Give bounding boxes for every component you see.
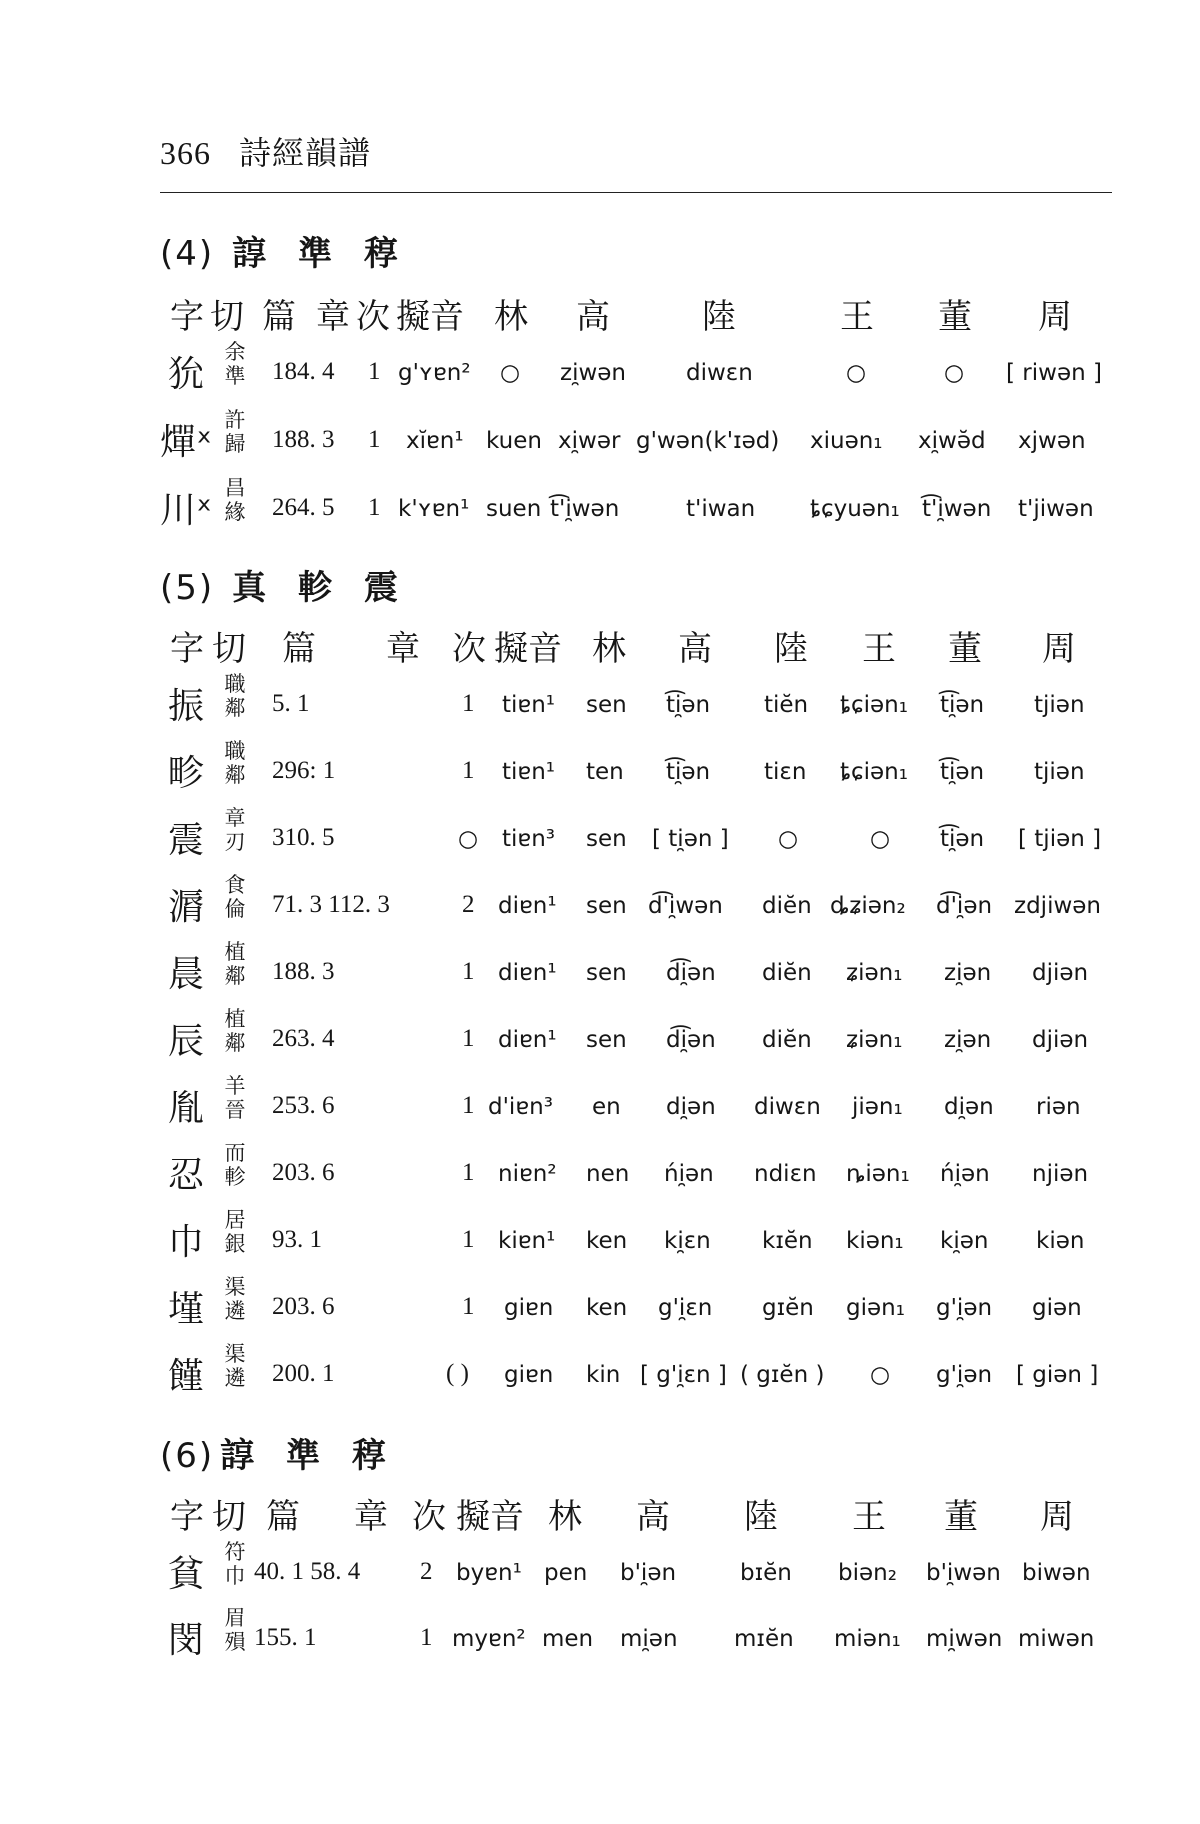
- section-title: [160, 226, 408, 275]
- cell-reconstruction: diɐn¹: [498, 1027, 557, 1053]
- table-row: [0, 1275, 1200, 1343]
- cell-char: 川ˣ: [160, 490, 212, 531]
- cell-pian: 188. 3: [272, 958, 335, 985]
- header-rule: [160, 192, 1112, 193]
- col-header-zhang: 章: [354, 1497, 388, 1537]
- cell-gao: zi̯wən: [560, 360, 627, 386]
- cell-gao: d͡i̯ən: [666, 1027, 716, 1053]
- cell-lu: ( gɪĕn ): [740, 1362, 825, 1388]
- cell-char: 饉: [168, 1356, 205, 1397]
- cell-fanqie: 而軫: [224, 1141, 246, 1189]
- cell-zhou: giən: [1032, 1295, 1082, 1321]
- cell-dong: zi̯ən: [944, 1027, 992, 1053]
- col-header-wang: 王: [840, 297, 874, 337]
- table-row: [0, 340, 1200, 408]
- cell-reconstruction: tiɐn¹: [502, 692, 556, 718]
- table-row: [0, 1342, 1200, 1410]
- cell-dong: mi̯wən: [926, 1626, 1003, 1652]
- cell-lu: diwɛn: [754, 1094, 821, 1120]
- cell-pian: 184. 4: [272, 358, 335, 385]
- cell-zhou: miwən: [1018, 1626, 1095, 1652]
- cell-fanqie: 渠遴: [224, 1275, 246, 1323]
- cell-lin: sen: [586, 692, 627, 718]
- cell-lin: nen: [586, 1161, 630, 1187]
- cell-reconstruction: tiɐn³: [502, 826, 556, 852]
- cell-dong: g'i̯ən: [936, 1295, 993, 1321]
- cell-lin: pen: [544, 1560, 588, 1586]
- cell-gao: g'i̯ɛn: [658, 1295, 713, 1321]
- cell-gao: t͡'i̯wən: [550, 496, 620, 522]
- cell-fanqie: 渠遴: [224, 1342, 246, 1390]
- cell-fanqie: 羊晉: [224, 1074, 246, 1122]
- cell-zhou: riən: [1036, 1094, 1081, 1120]
- col-header-dong: 董: [944, 1497, 978, 1537]
- cell-wang: ʑiən₁: [846, 1027, 903, 1053]
- cell-pian: 264. 5: [272, 494, 335, 521]
- cell-wang: ȡʑiən₂: [830, 893, 906, 919]
- cell-pian: 203. 6: [272, 1159, 335, 1186]
- cell-lin: men: [542, 1626, 594, 1652]
- cell-dong: d͡'i̯ən: [936, 893, 993, 919]
- col-header-fanqie: 切: [210, 297, 244, 337]
- cell-zhang: 1: [462, 690, 475, 717]
- cell-gao: d͡'i̯wən: [648, 893, 723, 919]
- section-number: (5): [160, 568, 215, 608]
- col-header-dong: 董: [948, 629, 982, 669]
- cell-lu: diĕn: [762, 1027, 812, 1053]
- cell-lin: ken: [586, 1295, 628, 1321]
- cell-lu: bɪĕn: [740, 1560, 792, 1586]
- cell-zhang: 1: [462, 757, 475, 784]
- col-header-zhou: 周: [1038, 297, 1072, 337]
- cell-dong: xi̯wə̆d: [918, 428, 986, 454]
- cell-char: 震: [168, 820, 205, 861]
- cell-reconstruction: g'ʏɐn²: [398, 360, 471, 386]
- cell-zhou: tjiən: [1034, 692, 1085, 718]
- cell-char: 漘: [168, 887, 205, 928]
- cell-char: 燀ˣ: [160, 422, 212, 463]
- table-row: [0, 1540, 1200, 1608]
- cell-lu: diĕn: [762, 960, 812, 986]
- cell-zhang: 1: [462, 1092, 475, 1119]
- cell-zhou: [ riwən ]: [1006, 360, 1102, 386]
- cell-reconstruction: byɐn¹: [456, 1560, 522, 1586]
- table-row: [0, 940, 1200, 1008]
- col-header-fanqie: 切: [212, 629, 246, 669]
- cell-dong: b'i̯wən: [926, 1560, 1001, 1586]
- cell-gao: ńi̯ən: [664, 1161, 714, 1187]
- cell-dong: t͡i̯ən: [940, 759, 985, 785]
- cell-zhang: 1: [420, 1624, 433, 1651]
- cell-lin: ○: [500, 360, 521, 386]
- cell-char: 忍: [168, 1155, 205, 1196]
- col-header-wang: 王: [852, 1497, 886, 1537]
- cell-pian: 188. 3: [272, 426, 335, 453]
- cell-char: 胤: [168, 1088, 205, 1129]
- table-row: [0, 739, 1200, 807]
- cell-wang: ○: [846, 360, 867, 386]
- cell-gao: mi̯ən: [620, 1626, 678, 1652]
- cell-reconstruction: d'iɐn³: [488, 1094, 553, 1120]
- cell-zhou: t'jiwən: [1018, 496, 1094, 522]
- cell-lin: en: [592, 1094, 621, 1120]
- cell-char: 振: [168, 686, 205, 727]
- cell-gao: t͡i̯ən: [666, 759, 711, 785]
- cell-char: 狁: [168, 354, 205, 395]
- cell-char: 晨: [168, 954, 205, 995]
- col-header-lin: 林: [592, 629, 626, 669]
- section-title: [160, 1428, 396, 1477]
- cell-wang: ʑiən₁: [846, 960, 903, 986]
- cell-pian: 40. 1 58. 4: [254, 1558, 361, 1585]
- cell-dong: ○: [944, 360, 965, 386]
- cell-lu: tiĕn: [764, 692, 809, 718]
- cell-zhang: 2: [420, 1558, 433, 1585]
- cell-char: 墐: [168, 1289, 205, 1330]
- col-header-lu: 陸: [774, 629, 808, 669]
- col-header-pian: 篇: [282, 629, 316, 669]
- cell-fanqie: 昌緣: [224, 476, 246, 524]
- table-row: [0, 1141, 1200, 1209]
- cell-lin: ken: [586, 1228, 628, 1254]
- cell-lin: sen: [586, 826, 627, 852]
- cell-reconstruction: diɐn¹: [498, 960, 557, 986]
- cell-fanqie: 植鄰: [224, 940, 246, 988]
- section-rhyme-names: 諄 準 稕: [220, 1436, 396, 1476]
- cell-gao: b'i̯ən: [620, 1560, 677, 1586]
- cell-wang: ○: [870, 1362, 891, 1388]
- col-header-zhang: 章: [386, 629, 420, 669]
- cell-char: 貧: [168, 1554, 205, 1595]
- cell-fanqie: 章刃: [224, 806, 246, 854]
- cell-zhou: djiən: [1032, 960, 1089, 986]
- table-row: [0, 672, 1200, 740]
- col-header-lin: 林: [548, 1497, 582, 1537]
- cell-zhang: 1: [462, 1025, 475, 1052]
- cell-wang: jiən₁: [852, 1094, 903, 1120]
- col-header-pian: 篇: [266, 1497, 300, 1537]
- cell-zhang: 1: [368, 358, 381, 385]
- cell-dong: t͡i̯ən: [940, 692, 985, 718]
- cell-wang: ȶɕiən₁: [840, 759, 908, 785]
- table-row: [0, 408, 1200, 476]
- col-header-reconstruction: 擬音: [396, 297, 464, 337]
- cell-reconstruction: tiɐn¹: [502, 759, 556, 785]
- table-row: [0, 1074, 1200, 1142]
- cell-lin: ten: [586, 759, 624, 785]
- cell-zhou: kiən: [1036, 1228, 1085, 1254]
- table-row: [0, 1007, 1200, 1075]
- cell-pian: 253. 6: [272, 1092, 335, 1119]
- col-header-char: 字: [170, 629, 204, 669]
- cell-lu: ○: [778, 826, 799, 852]
- cell-pian: 310. 5: [272, 824, 335, 851]
- cell-fanqie: 許歸: [224, 408, 246, 456]
- cell-reconstruction: kiɐn¹: [498, 1228, 556, 1254]
- section-number: (6): [160, 1436, 215, 1476]
- cell-zhang: 1: [462, 1226, 475, 1253]
- page-number: 366: [160, 135, 211, 171]
- cell-zhang: 1: [368, 426, 381, 453]
- cell-gao: d͡i̯ən: [666, 960, 716, 986]
- cell-reconstruction: niɐn²: [498, 1161, 557, 1187]
- cell-reconstruction: myɐn²: [452, 1626, 526, 1652]
- cell-fanqie: 職鄰: [224, 672, 246, 720]
- cell-zhou: [ tjiən ]: [1018, 826, 1102, 852]
- cell-reconstruction: xĭɐn¹: [406, 428, 464, 454]
- col-header-zhou: 周: [1042, 629, 1076, 669]
- cell-wang: giən₁: [846, 1295, 905, 1321]
- cell-wang: biən₂: [838, 1560, 897, 1586]
- cell-char: 巾: [168, 1222, 205, 1263]
- cell-zhou: tjiən: [1034, 759, 1085, 785]
- cell-lu: diĕn: [762, 893, 812, 919]
- col-header-zhou: 周: [1040, 1497, 1074, 1537]
- cell-zhou: biwən: [1022, 1560, 1091, 1586]
- cell-lu: kɪĕn: [762, 1228, 813, 1254]
- cell-zhang: ( ): [446, 1360, 469, 1387]
- cell-lin: sen: [586, 893, 627, 919]
- cell-lu: diwɛn: [686, 360, 753, 386]
- cell-zhou: njiən: [1032, 1161, 1089, 1187]
- cell-lin: sen: [586, 960, 627, 986]
- cell-zhou: djiən: [1032, 1027, 1089, 1053]
- cell-wang: xiuən₁: [810, 428, 883, 454]
- cell-pian: 263. 4: [272, 1025, 335, 1052]
- cell-lin: kuen: [486, 428, 542, 454]
- table-row: [0, 476, 1200, 544]
- cell-fanqie: 眉殞: [224, 1606, 246, 1654]
- cell-reconstruction: diɐn¹: [498, 893, 557, 919]
- cell-wang: ȶɕiən₁: [840, 692, 908, 718]
- cell-lu: g'wən(k'ɪəd): [636, 428, 780, 454]
- cell-gao: xi̯wər: [558, 428, 621, 454]
- cell-zhang: ○: [458, 826, 479, 852]
- cell-lu: t'iwan: [686, 496, 756, 522]
- cell-dong: g'i̯ən: [936, 1362, 993, 1388]
- cell-gao: [ ti̯ən ]: [652, 826, 729, 852]
- cell-lu: tiɛn: [764, 759, 807, 785]
- cell-char: 辰: [168, 1021, 205, 1062]
- col-header-pian: 篇: [262, 297, 296, 337]
- cell-reconstruction: giɐn: [504, 1295, 554, 1321]
- running-head: [160, 128, 371, 174]
- cell-wang: kiən₁: [846, 1228, 904, 1254]
- cell-lu: mɪĕn: [734, 1626, 794, 1652]
- col-header-reconstruction: 擬音: [494, 629, 562, 669]
- col-header-fanqie: 切: [212, 1497, 246, 1537]
- section-rhyme-names: 諄 準 稕: [232, 234, 408, 274]
- cell-dong: ńi̯ən: [940, 1161, 990, 1187]
- cell-zhang: 1: [368, 494, 381, 521]
- table-row: [0, 806, 1200, 874]
- cell-fanqie: 植鄰: [224, 1007, 246, 1055]
- cell-gao: ki̯ɛn: [664, 1228, 711, 1254]
- table-row: [0, 1606, 1200, 1674]
- cell-zhou: xjwən: [1018, 428, 1086, 454]
- cell-dong: t͡'i̯wən: [922, 496, 992, 522]
- col-header-char: 字: [170, 1497, 204, 1537]
- cell-dong: zi̯ən: [944, 960, 992, 986]
- section-title: [160, 560, 408, 609]
- cell-zhang: 1: [462, 1159, 475, 1186]
- col-header-ci: 次: [452, 629, 486, 669]
- cell-wang: miən₁: [834, 1626, 901, 1652]
- cell-char: 閔: [168, 1620, 205, 1661]
- cell-dong: di̯ən: [944, 1094, 994, 1120]
- cell-reconstruction: giɐn: [504, 1362, 554, 1388]
- cell-zhang: 1: [462, 958, 475, 985]
- table-row: [0, 873, 1200, 941]
- cell-gao: [ g'i̯ɛn ]: [640, 1362, 727, 1388]
- cell-fanqie: 職鄰: [224, 739, 246, 787]
- cell-pian: 93. 1: [272, 1226, 322, 1253]
- col-header-ci: 次: [412, 1497, 446, 1537]
- cell-lin: suen: [486, 496, 542, 522]
- cell-fanqie: 食倫: [224, 873, 246, 921]
- book-title: 詩經韻譜: [239, 134, 372, 172]
- cell-wang: ○: [870, 826, 891, 852]
- cell-zhang: 1: [462, 1293, 475, 1320]
- cell-pian: 203. 6: [272, 1293, 335, 1320]
- cell-pian: 200. 1: [272, 1360, 335, 1387]
- cell-wang: ȵiən₁: [846, 1161, 910, 1187]
- section-rhyme-names: 真 軫 震: [232, 568, 408, 608]
- col-header-lin: 林: [494, 297, 528, 337]
- col-header-wang: 王: [862, 629, 896, 669]
- cell-zhang: 2: [462, 891, 475, 918]
- cell-reconstruction: k'ʏɐn¹: [398, 496, 470, 522]
- table-row: [0, 1208, 1200, 1276]
- cell-lin: kin: [586, 1362, 621, 1388]
- col-header-lu: 陸: [744, 1497, 778, 1537]
- col-header-gao: 高: [678, 629, 712, 669]
- col-header-dong: 董: [938, 297, 972, 337]
- cell-pian: 5. 1: [272, 690, 310, 717]
- cell-zhou: [ giən ]: [1016, 1362, 1099, 1388]
- col-header-char: 字: [170, 297, 204, 337]
- col-header-gao: 高: [576, 297, 610, 337]
- cell-lin: sen: [586, 1027, 627, 1053]
- cell-wang: ȶɕyuən₁: [810, 496, 900, 522]
- cell-lu: ndiɛn: [754, 1161, 817, 1187]
- cell-char: 畛: [168, 753, 205, 794]
- cell-gao: t͡i̯ən: [666, 692, 711, 718]
- col-header-gao: 高: [636, 1497, 670, 1537]
- col-header-reconstruction: 擬音: [456, 1497, 524, 1537]
- cell-fanqie: 余準: [224, 340, 246, 388]
- cell-pian: 71. 3 112. 3: [272, 891, 390, 918]
- col-header-zhang: 章: [316, 297, 350, 337]
- cell-lu: gɪĕn: [762, 1295, 814, 1321]
- cell-zhou: zdjiwən: [1014, 893, 1101, 919]
- cell-fanqie: 居銀: [224, 1208, 246, 1256]
- col-header-lu: 陸: [702, 297, 736, 337]
- cell-dong: t͡i̯ən: [940, 826, 985, 852]
- cell-dong: ki̯ən: [940, 1228, 989, 1254]
- section-number: (4): [160, 234, 215, 274]
- cell-gao: di̯ən: [666, 1094, 716, 1120]
- cell-pian: 296: 1: [272, 757, 336, 784]
- cell-fanqie: 符巾: [224, 1540, 246, 1588]
- col-header-ci: 次: [356, 297, 390, 337]
- cell-pian: 155. 1: [254, 1624, 317, 1651]
